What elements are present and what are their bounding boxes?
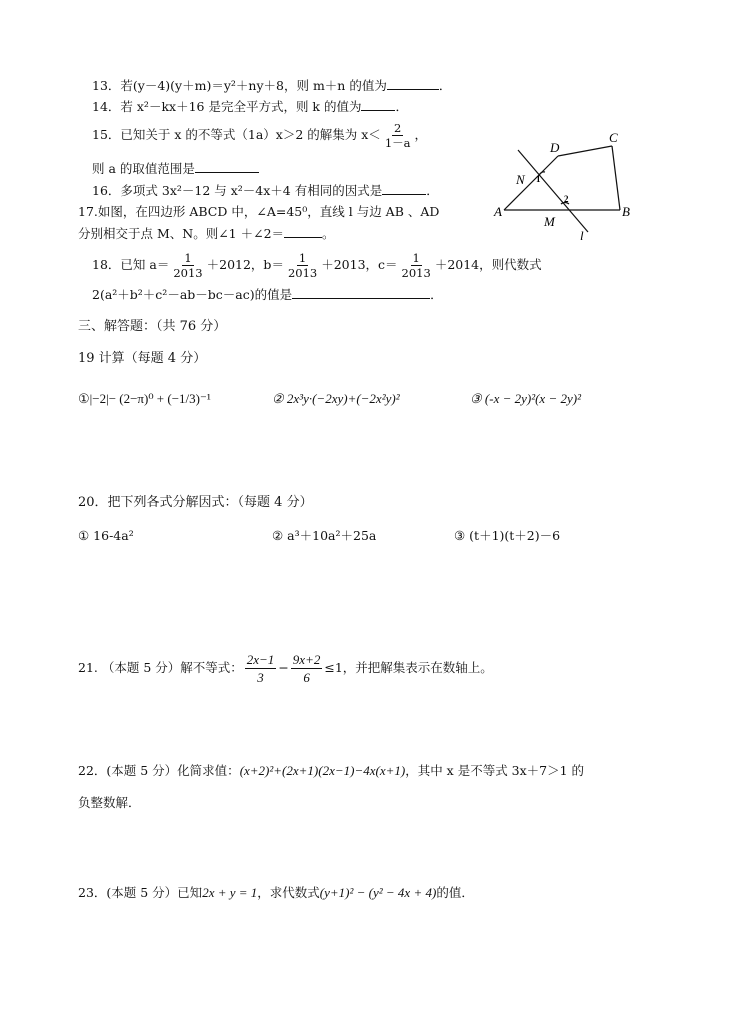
segment-AD	[504, 156, 558, 210]
problem-22-line2: 负整数解．	[78, 795, 141, 810]
label-D: D	[550, 140, 560, 155]
label-angle-2: 2	[564, 194, 569, 204]
geometry-diagram	[488, 128, 638, 240]
fraction: $\frac{1}{2013}$	[287, 251, 318, 280]
problem-15: 15．已知关于 x 的不等式（1a）x＞2 的解集为 x＜ $\frac{2}{1-a}$ ，	[92, 121, 428, 150]
section-3-title: 三、解答题：（共 76 分）	[78, 319, 227, 334]
fraction: $\frac{2}{1-a}$	[384, 121, 411, 150]
problem-19-item-2: ② 2x³y·(−2xy)+(−2x²y)²	[272, 391, 400, 406]
problem-13-number: 13．	[92, 78, 121, 93]
problem-13-text: 若(y－4)(y＋m)＝y²＋ny＋8，则 m＋n 的值为	[120, 78, 387, 93]
problem-20-title: 20．把下列各式分解因式：（每题 4 分）	[78, 495, 313, 510]
problem-14-text: 若 x²－kx＋16 是完全平方式，则 k 的值为	[120, 99, 362, 114]
label-C: C	[609, 130, 618, 145]
problem-15-line2: 则 a 的取值范围是	[92, 160, 259, 178]
answer-blank	[382, 182, 426, 195]
problem-19-item-1: ①|−2|− (2−π)⁰ + (−1/3)⁻¹	[78, 391, 211, 406]
label-N: N	[516, 172, 525, 187]
problem-13: 13．若(y－4)(y＋m)＝y²＋ny＋8，则 m＋n 的值为 ．	[92, 78, 452, 93]
problem-19-item-3: ③ (-x − 2y)²(x − 2y)²	[470, 391, 581, 406]
problem-20-item-2: ② a³＋10a²＋25a	[272, 528, 377, 543]
problem-20-item-3: ③ (t＋1)(t＋2)－6	[454, 528, 561, 543]
problem-17-line2: 分别相交于点 M、N。则∠1 ＋∠2＝ 。	[78, 226, 335, 241]
problem-22: 22．(本题 5 分）化简求值：(x+2)²+(2x+1)(2x−1)−4x(x+1)，其中 x 是不等式 3x＋7＞1 的	[78, 763, 585, 778]
label-l: l	[580, 228, 584, 240]
fraction: $\frac{9x+2}{6}$	[292, 652, 321, 685]
fraction: $\frac{1}{2013}$	[173, 251, 203, 280]
label-A: A	[494, 204, 502, 219]
answer-blank	[292, 286, 430, 299]
problem-18: 18．已知 a＝ $\frac{1}{2013}$ ＋2012，b＝ $\frac{1}{2013}$ ＋2013，c＝ $\frac{1}{2013}$ ＋2014，则代数式	[92, 251, 542, 280]
label-angle-1: 1	[536, 174, 541, 184]
problem-15-text: 已知关于 x 的不等式（1a）x＞2 的解集为 x＜	[120, 127, 381, 142]
problem-23: 23．(本题 5 分）已知2x + y = 1，求代数式(y+1)² − (y² − 4x + 4)的值．	[78, 885, 474, 900]
answer-blank	[195, 160, 259, 173]
problem-16: 16．多项式 3x²－12 与 x²－4x＋4 有相同的因式是 ．	[92, 183, 439, 198]
problem-19-title: 19 计算（每题 4 分）	[78, 351, 207, 366]
quadrilateral-figure	[488, 128, 638, 240]
fraction: $\frac{1}{2013}$	[401, 251, 431, 280]
problem-16-text: 多项式 3x²－12 与 x²－4x＋4 有相同的因式是	[120, 183, 383, 198]
answer-blank	[284, 225, 322, 238]
answer-blank	[387, 77, 439, 90]
problem-20-item-1: ① 16-4a²	[78, 528, 134, 543]
problem-14: 14．若 x²－kx＋16 是完全平方式，则 k 的值为 ．	[92, 99, 408, 114]
problem-17: 17.如图，在四边形 ABCD 中，∠A=45⁰，直线 l 与边 AB 、AD	[78, 204, 440, 219]
label-M: M	[544, 214, 555, 229]
answer-blank	[361, 98, 395, 111]
segment-CD	[558, 146, 612, 156]
problem-18-line2: 2(a²＋b²＋c²－ab－bc－ac)的值是 ．	[92, 287, 443, 302]
segment-BC	[612, 146, 620, 210]
label-B: B	[622, 204, 630, 219]
fraction: $\frac{2x-1}{3}$	[246, 652, 275, 685]
problem-21: 21. （本题 5 分）解不等式： $\frac{2x-1}{3}$ − $\frac{9x+2}{6}$ ≤1，并把解集表示在数轴上。	[78, 652, 493, 685]
